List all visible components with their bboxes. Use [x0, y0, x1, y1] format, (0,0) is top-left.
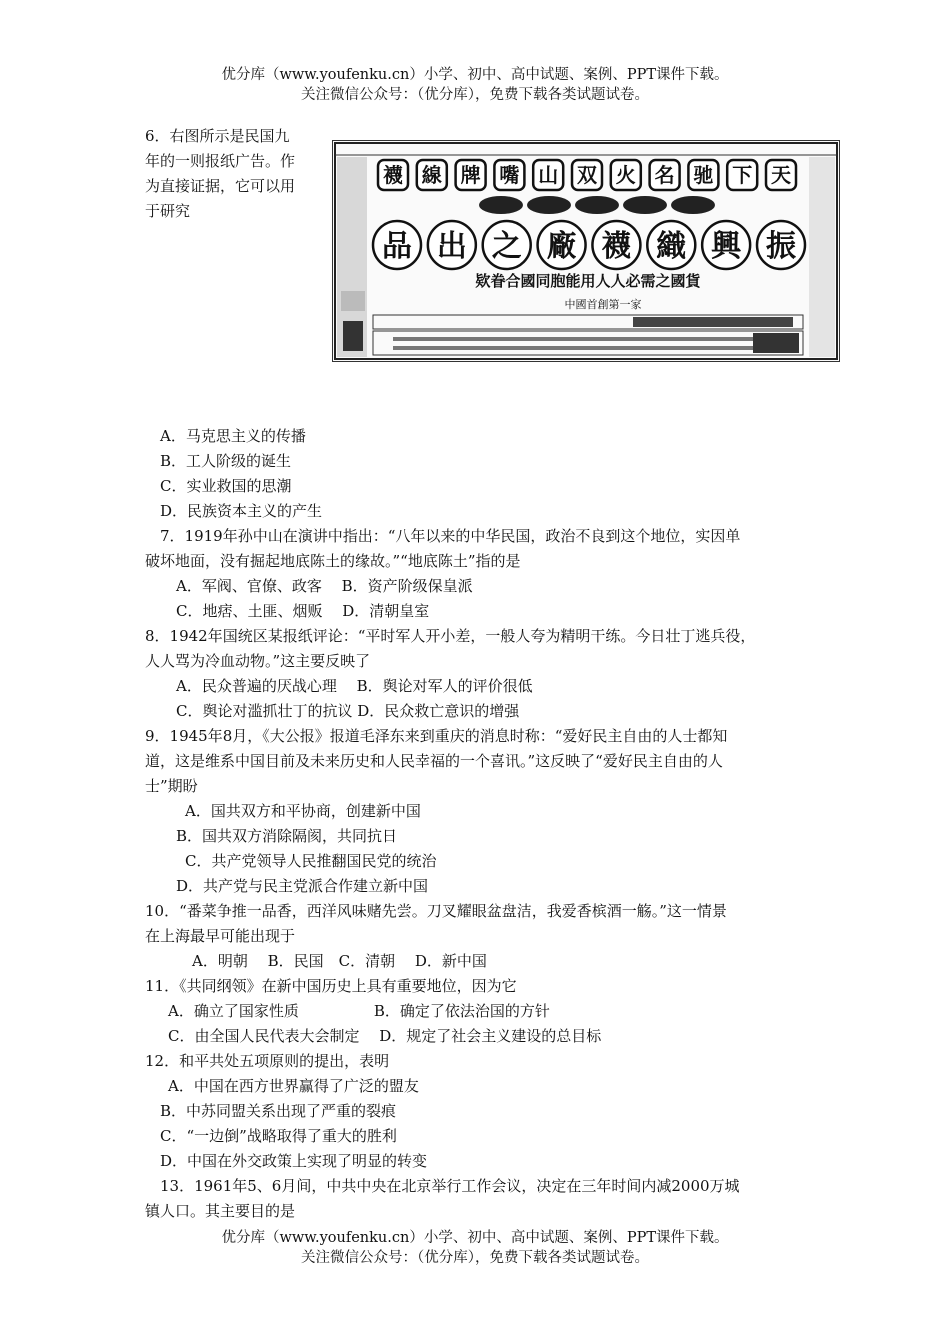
ad-row3-char: 廠	[546, 228, 577, 264]
newspaper-advertisement-image	[332, 140, 840, 362]
ad-row1-char: 天	[771, 163, 791, 188]
advertisement-figure	[333, 141, 839, 361]
q9-option-b: B．国共双方消除隔阂，共同抗日	[176, 827, 398, 845]
ad-row3-char: 織	[656, 228, 687, 264]
ad-row1-char: 牌	[460, 163, 481, 188]
q13-stem-line: 13．1961年5、6月间，中共中央在北京举行工作会议，决定在三年时间内减2000万城	[160, 1177, 740, 1195]
ad-row1-char: 双	[577, 163, 597, 188]
ad-row1-char: 火	[615, 163, 636, 188]
ad-row3-char: 之	[491, 228, 522, 264]
q10-options: A．明朝 B．民国 C．清朝 D．新中国	[192, 952, 487, 970]
footer-line-1: 优分库（www.youfenku.cn）小学、初中、高中试题、案例、PPT课件下载。	[221, 1230, 729, 1246]
ad-row1-char: 驰	[693, 163, 714, 188]
q7-stem-line: 破坏地面，没有掘起地底陈土的缘故。”“地底陈土”指的是	[145, 552, 521, 570]
q9-option-d: D．共产党与民主党派合作建立新中国	[176, 877, 429, 895]
q10-stem-line: 10．“番菜争推一品香，西洋风味赌先尝。刀叉耀眼盆盘洁，我爱香槟酒一觞。”这一情景	[145, 902, 727, 920]
header-line-1: 优分库（www.youfenku.cn）小学、初中、高中试题、案例、PPT课件下载。	[221, 67, 729, 83]
ad-row1-char: 嘴	[499, 163, 520, 188]
ad-row1-title-band	[378, 160, 796, 190]
q8-options-ab: A．民众普遍的厌战心理 B．舆论对军人的评价很低	[176, 677, 533, 695]
ad-row2-small-badges	[479, 196, 715, 214]
q6-option-b: B．工人阶级的诞生	[160, 452, 292, 470]
q6-stem-line: 于研究	[145, 202, 191, 220]
q6-option-d: D．民族资本主义的产生	[160, 502, 323, 520]
ad-row3-char: 興	[711, 228, 742, 264]
q10-stem-line: 在上海最早可能出现于	[145, 927, 296, 945]
q7-options-cd: C．地痞、土匪、烟贩 D．清朝皇室	[176, 602, 430, 620]
ad-row1-char: 下	[732, 163, 753, 188]
q8-stem-line: 人人骂为冷血动物。”这主要反映了	[145, 652, 371, 670]
header-line-2: 关注微信公众号：（优分库），免费下载各类试题试卷。	[301, 87, 649, 103]
q8-options-cd: C．舆论对滥抓壮丁的抗议 D．民众救亡意识的增强	[176, 702, 520, 720]
ad-row3-brand-band	[373, 221, 805, 269]
ad-row3-char: 出	[436, 228, 467, 264]
q9-stem-line: 9．1945年8月，《大公报》报道毛泽东来到重庆的消息时称：“爱好民主自由的人士都知	[145, 727, 728, 745]
ad-row3-char: 振	[766, 228, 796, 264]
ad-row3-char: 襪	[601, 228, 632, 264]
q6-stem-line: 6．右图所示是民国九	[145, 127, 290, 145]
q9-option-a: A．国共双方和平协商，创建新中国	[185, 802, 421, 820]
q12-option-b: B．中苏同盟关系出现了严重的裂痕	[160, 1102, 397, 1120]
q6-option-c: C．实业救国的思潮	[160, 477, 292, 495]
q9-stem-line: 道，这是维系中国目前及未来历史和人民幸福的一个喜讯。”这反映了“爱好民主自由的人	[145, 752, 723, 770]
q7-stem-line: 7．1919年孙中山在演讲中指出：“八年以来的中华民国，政治不良到这个地位，实因单	[160, 527, 741, 545]
q6-stem-line: 年的一则报纸广告。作	[145, 152, 296, 170]
q11-options-ab: A．确立了国家性质 B．确定了依法治国的方针	[168, 1002, 550, 1020]
q6-stem-line: 为直接证据，它可以用	[145, 177, 296, 195]
ad-row3-char: 品	[382, 228, 412, 264]
ad-row1-char: 名	[654, 163, 675, 188]
ad-row1-char: 襪	[383, 163, 403, 188]
q13-stem-line: 镇人口。其主要目的是	[145, 1202, 296, 1220]
q9-stem-line: 士”期盼	[145, 777, 198, 795]
q12-option-d: D．中国在外交政策上实现了明显的转变	[160, 1152, 428, 1170]
q12-stem-line: 12．和平共处五项原则的提出，表明	[145, 1052, 390, 1070]
footer-line-2: 关注微信公众号：（优分库），免费下载各类试题试卷。	[301, 1250, 649, 1266]
q11-stem-line: 11．《共同纲领》在新中国历史上具有重要地位，因为它	[145, 977, 517, 995]
ad-row1-char: 山	[538, 163, 559, 188]
q11-options-cd: C．由全国人民代表大会制定 D．规定了社会主义建设的总目标	[168, 1027, 602, 1045]
q9-option-c: C．共产党领导人民推翻国民党的统治	[185, 852, 437, 870]
q8-stem-line: 8．1942年国统区某报纸评论：“平时军人开小差，一般人夸为精明干练。今日壮丁逃兵役，	[145, 627, 756, 645]
q12-option-c: C．“一边倒”战略取得了重大的胜利	[160, 1127, 397, 1145]
ad-row5-caption: 中國首創第一家	[564, 298, 642, 311]
q12-option-a: A．中国在西方世界赢得了广泛的盟友	[168, 1077, 419, 1095]
q6-option-a: A．马克思主义的传播	[160, 427, 306, 445]
ad-row4-slogan: 欵眷合國同胞能用人人必需之國貨	[475, 272, 701, 290]
ad-row1-char: 線	[421, 163, 442, 188]
q7-options-ab: A．军阀、官僚、政客 B．资产阶级保皇派	[176, 577, 473, 595]
